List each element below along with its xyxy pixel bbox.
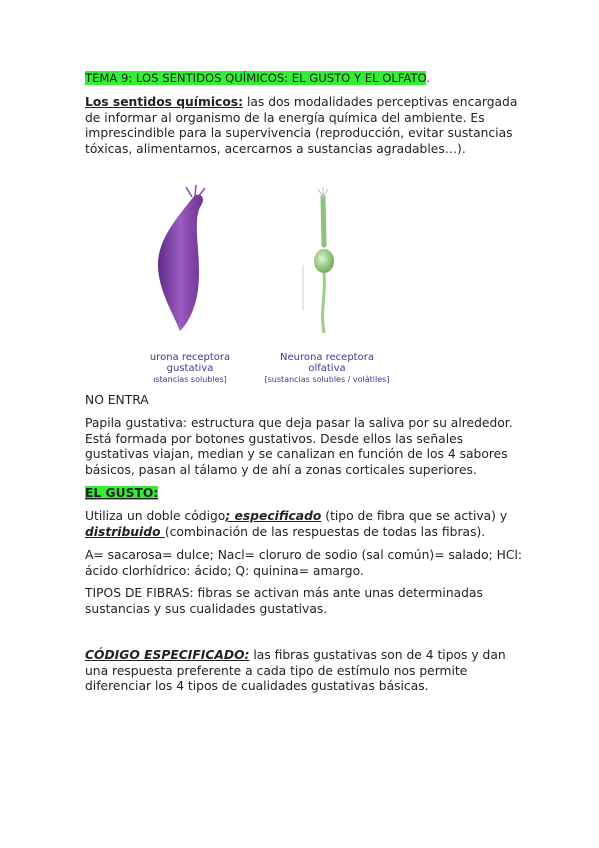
- doble-codigo-paragraph: [85, 509, 525, 540]
- neuron-figure: [140, 185, 410, 390]
- intro-term: Los sentidos químicos:: [85, 95, 244, 109]
- doble-post: (combinación de las respuestas de todas las fibras).: [164, 524, 486, 539]
- doble-term-distribuido: distribuido: [85, 524, 165, 539]
- title-period: .: [426, 71, 430, 85]
- intro-paragraph: [85, 95, 525, 157]
- doble-pre: Utiliza un doble código: [85, 509, 226, 523]
- gustatory-caption-line2: gustativa: [166, 363, 214, 374]
- olfactory-caption-line2: olfativa: [308, 363, 346, 374]
- tipos-fibras-paragraph: TIPOS DE FIBRAS: fibras se activan más ante unas determinadas sustancias y sus cualidades gustativas.: [85, 586, 483, 616]
- gustatory-caption-line1: urona receptora: [149, 352, 231, 363]
- sabores-paragraph: A= sacarosa= dulce; Nacl= cloruro de sodio (sal común)= salado; HCl: ácido clorhídrico: ácido; Q: quinina= amargo.: [85, 548, 523, 578]
- gusto-heading: [85, 486, 525, 502]
- olfactory-neuron-shape: [323, 197, 324, 245]
- olfactory-caption-line1: Neurona receptora: [280, 352, 374, 363]
- intro-text: las dos modalidades perceptivas encargada de informar al organismo de la energía química del ambiente. Es imprescindible para la supervivencia (reproducción, evitar sustancias tóxicas, alimentarnos, acercarnos a sustancias agradables…).: [85, 95, 518, 156]
- olfactory-caption-line3: [sustancias solubles / volátiles]: [264, 375, 390, 384]
- codigo-term: CÓDIGO ESPECIFICADO:: [85, 648, 250, 662]
- page-title: [85, 71, 525, 87]
- gustatory-caption: [140, 352, 240, 385]
- codigo-text: las fibras gustativas son de 4 tipos y dan una respuesta preferente a cada tipo de estímulo nos permite diferenciar los 4 tipos de cualidades gustativas básicas.: [85, 648, 506, 694]
- title-highlight: TEMA 9: LOS SENTIDOS QUÍMICOS: EL GUSTO Y EL OLFATO: [85, 71, 427, 85]
- gusto-heading-text: EL GUSTO:: [85, 486, 159, 500]
- no-entra-label: NO ENTRA: [85, 393, 149, 407]
- olfactory-caption: [252, 352, 402, 385]
- papila-paragraph: Papila gustativa: estructura que deja pasar la saliva por su alrededor. Está formada por botones gustativos. Desde ellos las señales gustativas viajan, median y se canalizan en función de los 4 sabores básicos, pasan al tálamo y de ahí a zonas corticales superiores.: [85, 416, 513, 477]
- doble-mid: (tipo de fibra que se activa) y: [321, 509, 508, 523]
- gustatory-caption-line3: ıstancias solubles]: [153, 375, 227, 384]
- gustatory-neuron-shape: [158, 195, 203, 331]
- codigo-especificado-paragraph: [85, 648, 525, 695]
- doble-term-especificado: ; especificado: [225, 509, 322, 523]
